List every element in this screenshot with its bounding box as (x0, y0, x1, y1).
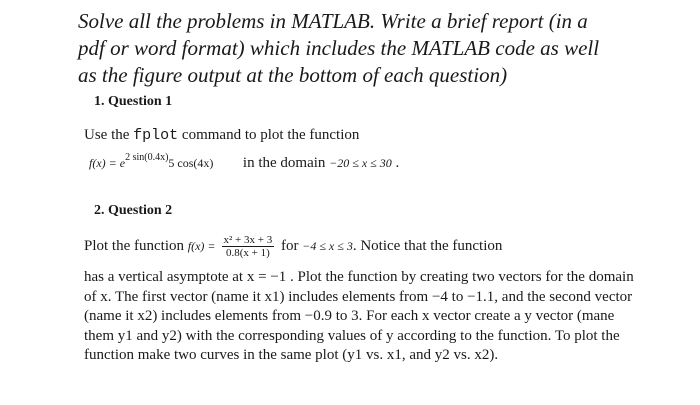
q2-fraction (222, 234, 275, 259)
q1-text-post: command to plot the function (178, 127, 360, 143)
q1-exp-base: e (119, 156, 126, 170)
intro-line-1: Solve all the problems in MATLAB. Write a brief report (in a (78, 9, 588, 33)
question-2-body: has a vertical asymptote at x = −1 . Plot the function by creating two vectors for the domain of x. The first vector (name it x1) includes elements from −4 to −1.1, and the second vector (name it x2) includes elements from −0.9 to 3. For each x vector create a y vector (mane them y1 and y2) with the corresponding values of y according to the function. To plot the function make two curves in the same plot (y1 vs. x1, and y2 vs. x2). (84, 269, 634, 363)
question-1-instruction (84, 127, 359, 144)
q2-for-text: for (277, 237, 303, 254)
question-2-heading: 2. Question 2 (94, 203, 173, 218)
instructions-intro (78, 8, 678, 89)
q1-exponent: 2 sin(0.4x) (125, 152, 169, 163)
q2-plot-text: Plot the function (84, 237, 188, 254)
q1-cos-term: 5 cos(4x) (168, 156, 214, 170)
q1-function-lhs: f(x) = (89, 156, 120, 170)
intro-line-3: as the figure output at the bottom of each question) (78, 63, 508, 87)
q2-function-lhs: f(x) = (187, 238, 219, 253)
q2-denominator: 0.8(x + 1) (225, 247, 270, 259)
q2-after-range: . Notice that the function (352, 237, 503, 254)
q2-range: −4 ≤ x ≤ 3 (302, 238, 353, 253)
intro-line-2: pdf or word format) which includes the MATLAB code as well (78, 36, 600, 60)
q1-domain-text: in the domain (242, 155, 330, 171)
fplot-command: fplot (133, 127, 179, 144)
q2-numerator: x² + 3x + 3 (223, 234, 273, 246)
q1-text-pre: Use the (84, 127, 134, 143)
q1-domain-expr: −20 ≤ x ≤ 30 (329, 156, 392, 170)
question-1-function (89, 152, 399, 172)
question-2-function-line (84, 234, 502, 259)
question-1-heading: 1. Question 1 (94, 94, 173, 109)
q1-domain-end: . (391, 155, 400, 171)
